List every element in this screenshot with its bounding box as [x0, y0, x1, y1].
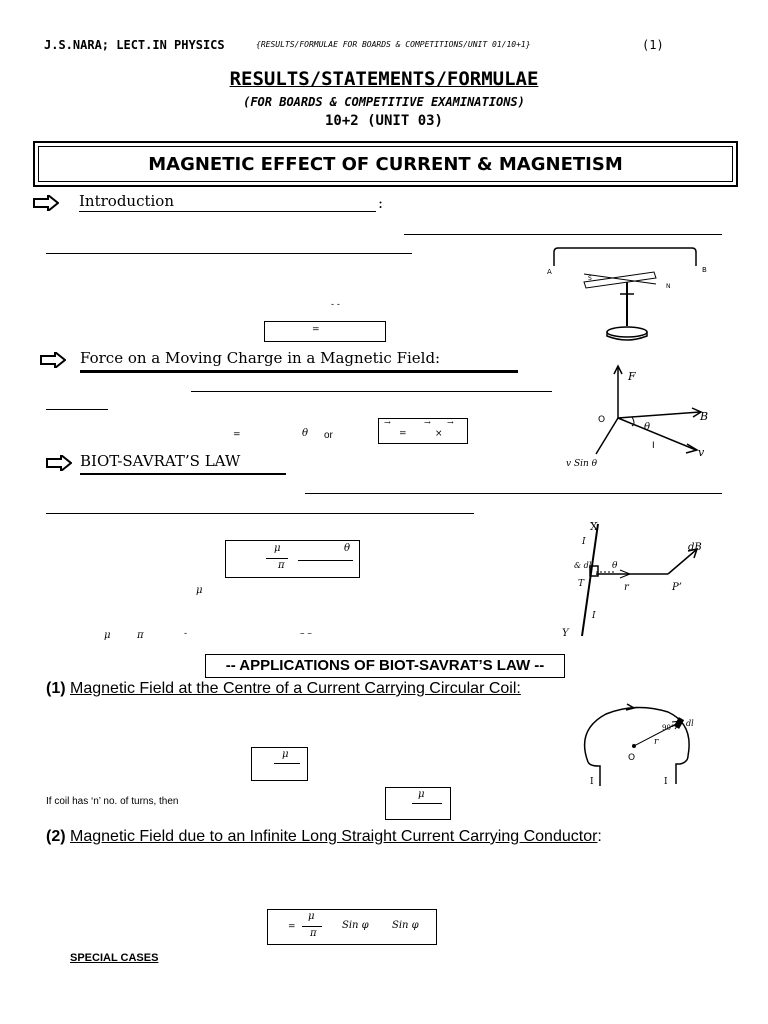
application-2-number: (2): [46, 828, 66, 845]
coil-label-i2: I: [664, 777, 668, 787]
heading-underline: [80, 370, 518, 373]
vector-arrow-icon: →: [424, 418, 431, 427]
force-theta: θ: [302, 428, 309, 439]
application-2-heading: [46, 828, 602, 846]
force-vector-figure: [560, 360, 720, 472]
application-2-colon: :: [597, 828, 602, 845]
application-2-title: Magnetic Field due to an Infinite Long Straight Current Carrying Conductor: [70, 828, 598, 845]
heading-underline: [79, 211, 376, 212]
coil-turns-mu: μ: [418, 789, 425, 800]
biot-pi: π: [278, 560, 285, 571]
section-heading-introduction: Introduction: [79, 192, 174, 210]
intro-formula-equals: =: [312, 325, 320, 335]
force-equals: =: [233, 430, 241, 440]
biot-label-i1: I: [582, 537, 586, 547]
vector-arrow-icon: →: [384, 418, 391, 427]
biot-bottom-mu: μ: [104, 630, 111, 641]
biot-label-r: r: [624, 582, 629, 593]
oersted-label-b: B: [702, 266, 707, 274]
straight-sin-2: Sin φ: [392, 920, 419, 931]
force-label-o: O: [598, 415, 606, 425]
oersted-experiment-figure: [544, 244, 714, 344]
force-label-vsin: v Sin θ: [566, 459, 598, 469]
biot-label-x: X: [590, 520, 598, 533]
fraction-bar: [298, 560, 353, 561]
application-1-title: Magnetic Field at the Centre of a Current Carrying Circular Coil:: [70, 680, 521, 697]
biot-label-p: P’: [672, 582, 682, 593]
biot-formula-box: [225, 540, 360, 578]
section-heading-biot: BIOT-SAVRAT’S LAW: [80, 452, 241, 470]
straight-pi: π: [310, 928, 317, 939]
coil-label-r: r: [654, 737, 659, 747]
coil-formula-box: [251, 747, 308, 781]
special-cases-heading: SPECIAL CASES: [70, 952, 159, 964]
application-1-heading: [46, 680, 521, 698]
fraction-bar: [302, 926, 322, 927]
force-label-v: v: [698, 446, 705, 459]
right-arrow-icon: [40, 352, 66, 368]
heading-underline: [80, 473, 286, 475]
application-1-number: (1): [46, 680, 66, 697]
applications-banner: -- APPLICATIONS OF BIOT-SAVRAT’S LAW --: [205, 654, 565, 678]
straight-sin-1: Sin φ: [342, 920, 369, 931]
coil-mu: μ: [282, 749, 289, 760]
coil-turns-text: If coil has ‘n’ no. of turns, then: [46, 796, 179, 807]
oersted-label-a: A: [547, 268, 552, 276]
straight-conductor-formula-box: [267, 909, 437, 945]
right-arrow-icon: [46, 455, 72, 471]
right-arrow-icon: [33, 195, 59, 211]
biot-mu: μ: [274, 543, 281, 554]
blank-line: [46, 409, 108, 410]
blank-line: [46, 513, 474, 514]
header-series: {RESULTS/FORMULAE FOR BOARDS & COMPETITIONS/UNIT 01/10+1}: [256, 40, 531, 49]
force-label-i: I: [652, 441, 655, 451]
force-box-equals: =: [399, 429, 407, 439]
blank-line: [404, 234, 722, 235]
biot-mu-note: μ: [196, 585, 203, 596]
biot-label-dl: & dl: [574, 561, 592, 570]
coil-label-dl: dl: [686, 719, 694, 728]
biot-theta: θ: [344, 543, 351, 554]
blank-line: [46, 253, 412, 254]
force-label-theta: θ: [644, 422, 651, 433]
header-author: J.S.NARA; LECT.IN PHYSICS: [44, 38, 225, 52]
oersted-label-s: S: [588, 275, 592, 282]
coil-label-90: 90°: [662, 724, 675, 732]
biot-bottom-pi: π: [137, 630, 144, 641]
section-heading-force: Force on a Moving Charge in a Magnetic Field:: [80, 349, 441, 367]
straight-mu: μ: [308, 911, 315, 922]
page-subtitle: (FOR BOARDS & COMPETITIVE EXAMINATIONS): [243, 95, 525, 109]
biot-label-theta: θ: [612, 561, 618, 571]
intro-dashes: - -: [331, 300, 340, 310]
biot-label-y: Y: [562, 628, 569, 639]
introduction-colon: :: [378, 194, 384, 212]
force-label-b: B: [700, 410, 709, 423]
oersted-label-n: N: [666, 283, 671, 290]
blank-line: [305, 493, 722, 494]
unit-label: 10+2 (UNIT 03): [324, 113, 443, 129]
coil-label-o: O: [628, 753, 636, 763]
force-box-cross: ×: [435, 429, 443, 439]
biot-savart-figure: [556, 518, 720, 642]
biot-label-t: T: [578, 579, 585, 589]
biot-label-db: dB: [688, 542, 702, 553]
coil-turns-formula-box: [385, 787, 451, 820]
biot-bottom-dashes: – –: [300, 629, 312, 639]
page-title: RESULTS/STATEMENTS/FORMULAE: [229, 68, 539, 90]
fraction-bar: [274, 763, 300, 764]
chapter-title-box: [33, 141, 738, 187]
force-formula-box: [378, 418, 468, 444]
straight-equals: =: [288, 922, 296, 932]
coil-label-i1: I: [590, 777, 594, 787]
intro-formula-box: [264, 321, 386, 342]
circular-coil-figure: [576, 700, 706, 800]
biot-label-i2: I: [592, 611, 596, 621]
page-number: (1): [642, 38, 664, 52]
chapter-title: MAGNETIC EFFECT OF CURRENT & MAGNETISM: [38, 146, 733, 182]
blank-line: [191, 391, 552, 392]
vector-arrow-icon: →: [447, 418, 454, 427]
force-label-f: F: [628, 370, 636, 383]
fraction-bar: [412, 803, 442, 804]
fraction-bar: [266, 558, 288, 559]
force-or: or: [324, 430, 333, 441]
biot-bottom-dash: -: [184, 629, 188, 639]
